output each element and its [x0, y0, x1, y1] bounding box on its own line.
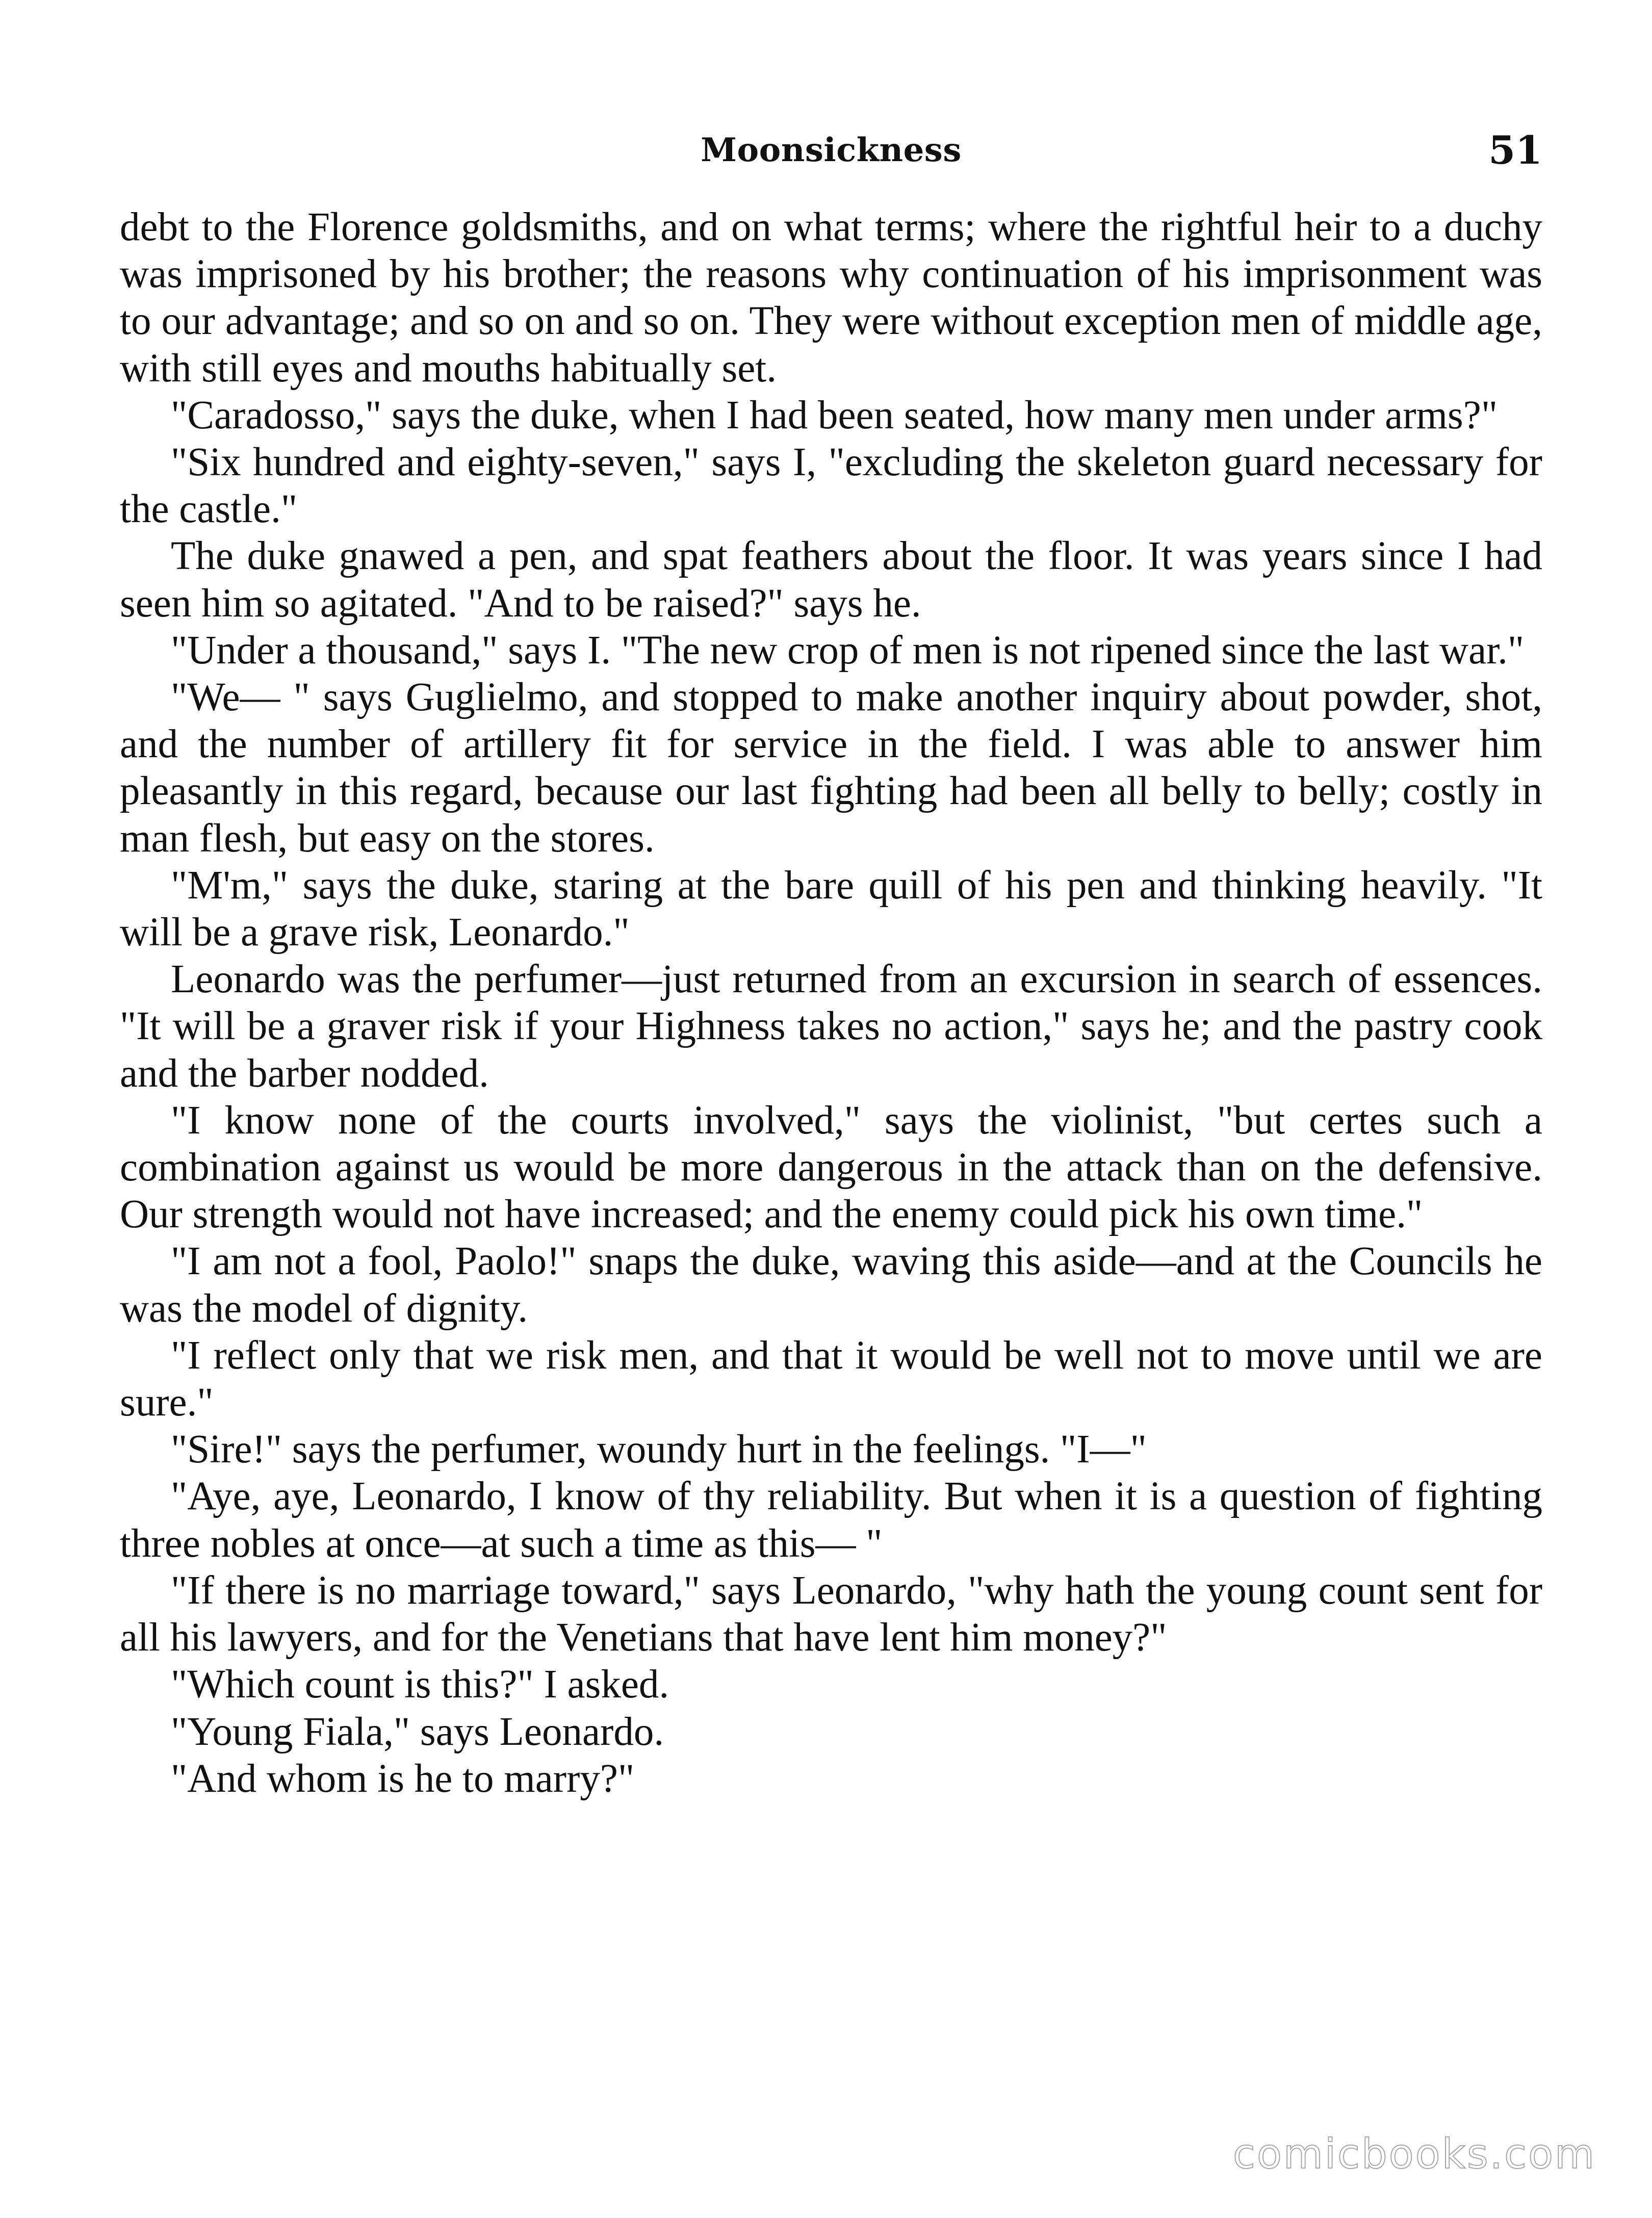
paragraph: "We— " says Guglielmo, and stopped to make another inquiry about powder, shot, and the number of artillery fit for service in the field. I was able to answer him pleasantly in this regard, because our last fighting had been all belly to belly; costly in man flesh, but easy on the stores. [120, 675, 1542, 861]
paragraph: "I reflect only that we risk men, and that it would be well not to move until we are sure." [120, 1333, 1542, 1425]
paragraph: "Under a thousand," says I. "The new crop of men is not ripened since the last war." [171, 628, 1525, 673]
body-text [120, 204, 1542, 1802]
page-header [120, 122, 1542, 178]
paragraph: The duke gnawed a pen, and spat feathers about the floor. It was years since I had seen him so agitated. "And to be raised?" says he. [120, 534, 1542, 626]
paragraph: "Young Fiala," says Leonardo. [171, 1709, 664, 1754]
paragraph: "I know none of the courts involved," says the violinist, "but certes such a combination against us would be more dangerous in the attack than on the defensive. Our strength would not have increased; and the enemy could pick his own time." [120, 1098, 1542, 1237]
paragraph: "Which count is this?" I asked. [171, 1662, 669, 1707]
paragraph: "M'm," says the duke, staring at the bare quill of his pen and thinking heavily. "It will be a grave risk, Leonardo." [120, 863, 1542, 955]
paragraph: "Sire!" says the perfumer, woundy hurt in the feelings. "I—" [171, 1427, 1147, 1472]
paragraph: "I am not a fool, Paolo!" snaps the duke, waving this aside—and at the Councils he was the model of dignity. [120, 1239, 1542, 1331]
paragraph: "Six hundred and eighty-seven," says I, "excluding the skeleton guard necessary for the castle." [120, 440, 1542, 532]
paragraph: "And whom is he to marry?" [171, 1756, 635, 1801]
paragraph: "Caradosso," says the duke, when I had been seated, how many men under arms?" [171, 393, 1498, 437]
paragraph: "Aye, aye, Leonardo, I know of thy reliability. But when it is a question of fighting three nobles at once—at such a time as this— " [120, 1474, 1542, 1566]
page-number: 51 [1488, 127, 1542, 173]
paragraph: "If there is no marriage toward," says Leonardo, "why hath the young count sent for all his lawyers, and for the Venetians that have lent him money?" [120, 1568, 1542, 1660]
running-title: Moonsickness [701, 131, 962, 169]
watermark: comicbooks.com [1232, 2130, 1596, 2178]
paragraph: Leonardo was the perfumer—just returned from an excursion in search of essences. "It will be a graver risk if your Highness takes no action," says he; and the pastry cook and the barber nodded. [120, 957, 1542, 1096]
paragraph: debt to the Florence goldsmiths, and on what terms; where the rightful heir to a duchy was imprisoned by his brother; the reasons why continuation of his imprisonment was to our advantage; and so on and so on. They were without exception men of middle age, with still eyes and mouths habitually set. [120, 205, 1542, 391]
